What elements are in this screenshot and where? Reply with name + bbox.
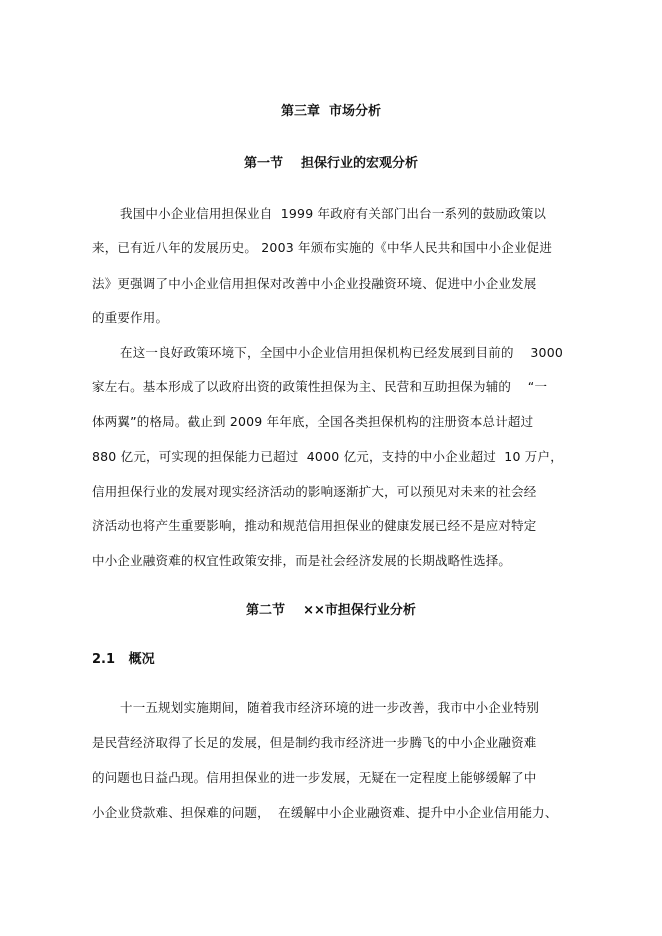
- paragraph-line: 我国中小企业信用担保业自 1999 年政府有关部门出台一系列的鼓励政策以: [120, 206, 547, 221]
- paragraph-line: 济活动也将产生重要影响，推动和规范信用担保业的健康发展已经不是应对特定: [92, 518, 537, 533]
- paragraph-line: 在这一良好政策环境下，全国中小企业信用担保机构已经发展到目前的 3000: [120, 345, 564, 360]
- paragraph-line: 法》更强调了中小企业信用担保对改善中小企业投融资环境、促进中小企业发展: [92, 276, 537, 291]
- section-1-title: 第一节 担保行业的宏观分析: [243, 156, 419, 171]
- paragraph-line: 880 亿元，可实现的担保能力已超过 4000 亿元，支持的中小企业超过 10 万户，: [92, 449, 563, 464]
- paragraph-line: 家左右。基本形成了以政府出资的政策性担保为主、民营和互助担保为辅的 “一: [92, 379, 548, 394]
- paragraph-line: 小企业贷款难、担保难的问题， 在缓解中小企业融资难、提升中小企业信用能力、: [92, 805, 558, 820]
- paragraph-line: 的重要作用。: [92, 310, 169, 325]
- section-2-title: 第二节 ××市担保行业分析: [246, 603, 416, 618]
- paragraph-line: 是民营经济取得了长足的发展，但是制约我市经济进一步腾飞的中小企业融资难: [92, 735, 537, 750]
- chapter-title: 第三章 市场分析: [280, 104, 382, 119]
- paragraph-line: 的问题也日益凸现。信用担保业的进一步发展，无疑在一定程度上能够缓解了中: [92, 770, 537, 785]
- paragraph-line: 信用担保行业的发展对现实经济活动的影响逐渐扩大，可以预见对未来的社会经: [92, 484, 537, 499]
- paragraph-line: 体两翼”的格局。截止到 2009 年年底，全国各类担保机构的注册资本总计超过: [92, 414, 534, 429]
- paragraph-line: 来，已有近八年的发展历史。 2003 年颁布实施的《中华人民共和国中小企业促进: [92, 240, 553, 255]
- subsection-title: 2.1 概况: [92, 652, 155, 667]
- paragraph-line: 中小企业融资难的权宜性政策安排，而是社会经济发展的长期战略性选择。: [92, 553, 512, 568]
- paragraph-line: 十一五规划实施期间，随着我市经济环境的进一步改善，我市中小企业特别: [120, 700, 540, 715]
